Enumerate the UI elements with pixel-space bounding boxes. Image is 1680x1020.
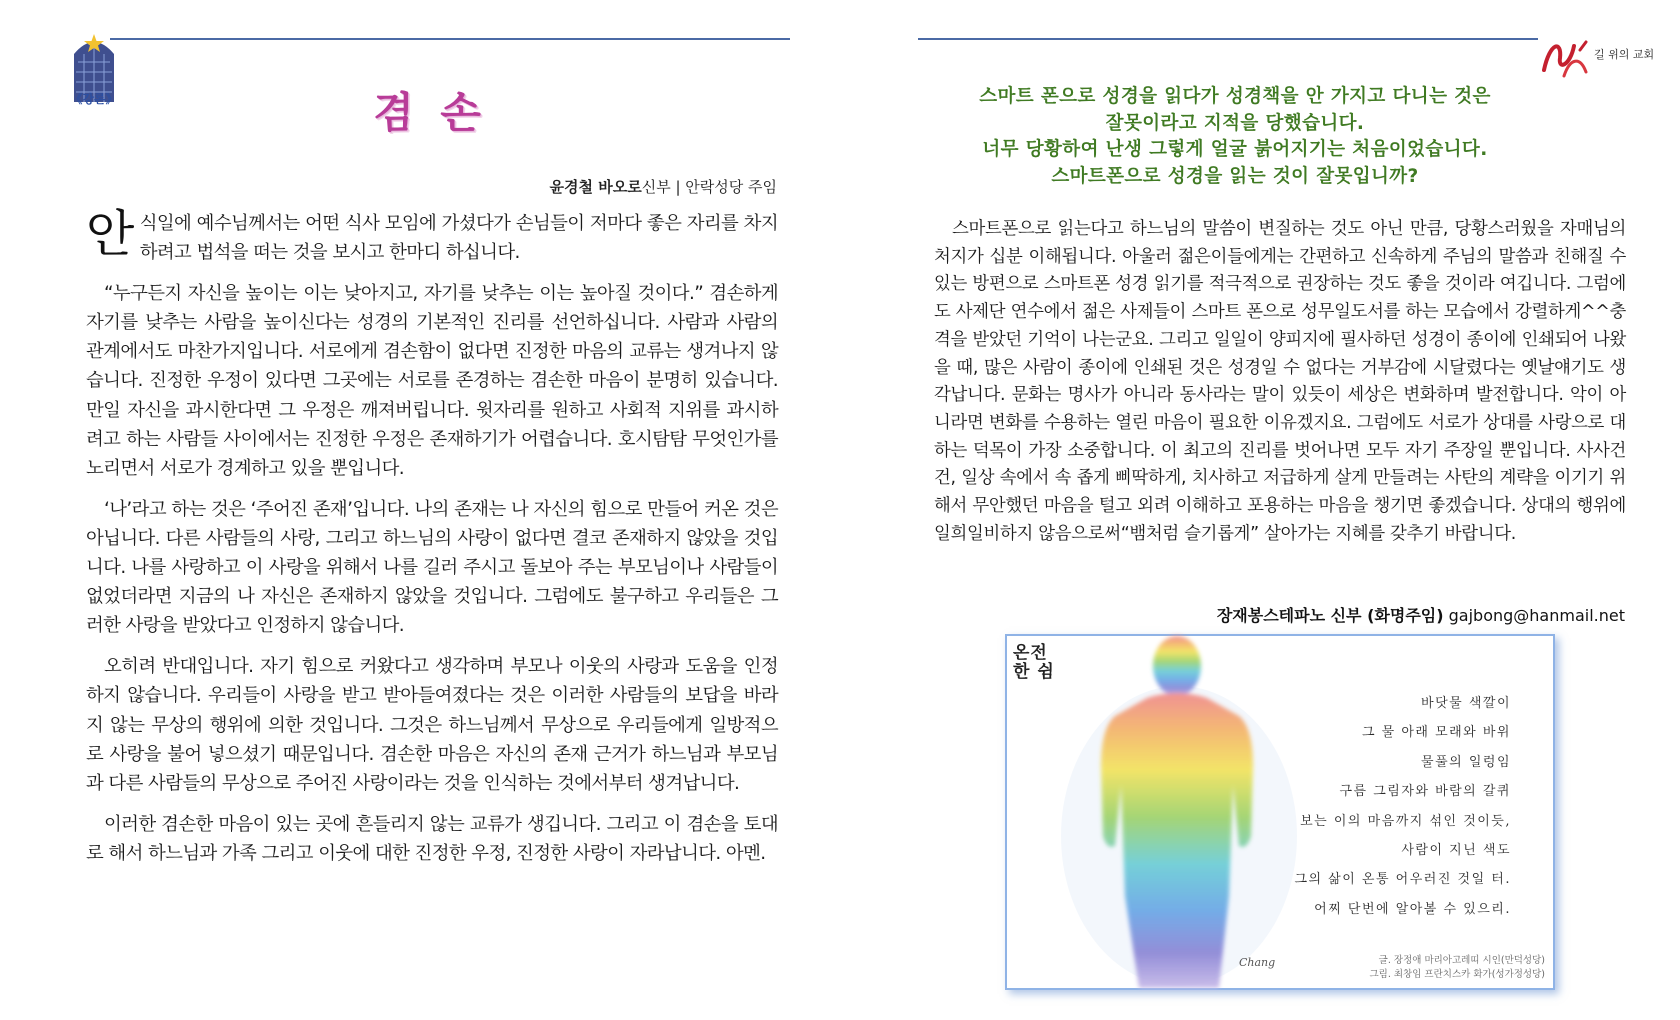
- answer-paragraph: 스마트폰으로 읽는다고 하느님의 말씀이 변질하는 것도 아닌 만큼, 당황스러웠을 자매님의 처지가 십분 이해됩니다. 아울러 젊은이들에게는 간편하고 신속하게 주님의 말씀과 친해질 수 있는 방편으로 스마트폰 성경 읽기를 적극적으로 권장하는 것도 좋을 것이라 여깁니다. 그럼에도 사제단 연수에서 젊은 사제들이 스마트 폰으로 성무일도서를 하는 모습에서 강렬하게^^충격을 받았던 기억이 나는군요. 그리고 일일이 양피지에 필사하던 성경이 종이에 인쇄되어 나왔을 때, 많은 사람이 종이에 인쇄된 것은 성경일 수 없다는 거부감에 시달렸다는 옛날얘기도 생각납니다. 문화는 명사가 아니라 동사라는 말이 있듯이 세상은 변화하며 발전합니다. 악이 아니라면 변화를 수용하는 열린 마음이 필요한 이유겠지요. 그럼에도 서로가 상대를 사랑으로 대하는 덕목이 가장 소중합니다. 이 최고의 진리를 벗어나면 모두 자기 주장일 뿐입니다. 사사건건, 일상 속에서 속 좁게 삐딱하게, 치사하고 저급하게 살게 만들려는 사탄의 계략을 이기기 위해서 무안했던 마음을 털고 외려 이해하고 포용하는 마음을 챙기면 좋겠습니다. 상대의 행위에 일희일비하지 않음으로써“뱀처럼 슬기롭게” 살아가는 지혜를 갖추기 바랍니다.: [934, 219, 1626, 544]
- author-parish: 안락성당 주임: [685, 178, 777, 196]
- paragraph-4: 오히려 반대입니다. 자기 힘으로 커왔다고 생각하며 부모나 이웃의 사랑과 도움을 인정하지 않습니다. 우리들이 사랑을 받고 받아들여졌다는 것은 이러한 사람들의 보답을 바라지 않는 무상의 행위에 의한 것입니다. 그것은 하느님께서 무상으로 우리들에게 일방적으로 사랑을 불어 넣으셨기 때문입니다. 겸손한 마음은 자신의 존재 근거가 하느님과 부모님과 다른 사람들의 무상으로 주어진 사랑이라는 것을 인식하는 것에서부터 생겨납니다.: [86, 656, 778, 794]
- author-name: 윤경철 바오로: [549, 178, 642, 196]
- poem-line: 바닷물 색깔이: [1421, 696, 1511, 711]
- byline-separator: |: [670, 178, 686, 196]
- poem-line: 구름 그림자와 바람의 갈퀴: [1339, 784, 1511, 800]
- article-body: [86, 205, 778, 868]
- poem-line: 물풀의 일렁임: [1421, 754, 1511, 770]
- top-rule-left: [110, 38, 790, 40]
- poem-credits: [1369, 954, 1545, 982]
- logo-text: 길 위의 교회: [1594, 48, 1655, 61]
- top-rule-right: [918, 38, 1538, 40]
- answer-body: [934, 216, 1626, 548]
- credit-text: 글. 장정애 마리아고레띠 시인(만덕성당): [1378, 955, 1545, 966]
- poem-card: [1005, 634, 1555, 990]
- reader-question: [920, 84, 1550, 190]
- article-title: 겸 손: [373, 88, 487, 137]
- card-badge: [1013, 644, 1075, 694]
- emblem-label: 《강론》: [70, 92, 118, 106]
- poem-line: 보는 이의 마음까지 섞인 것이듯,: [1300, 813, 1511, 829]
- road-church-logo-icon: [1540, 36, 1655, 82]
- answer-signature: [1170, 603, 1625, 626]
- paragraph-2: “누구든지 자신을 높이는 이는 낮아지고, 자기를 낮추는 이는 높아질 것이다.” 겸손하게 자기를 낮추는 사람을 높이신다는 성경의 기본적인 진리를 선언하십니다. 사람과 사람의 관계에서도 마찬가지입니다. 서로에게 겸손함이 없다면 진정한 마음의 교류는 생겨나지 않습니다. 진정한 우정이 있다면 그곳에는 서로를 존경하는 겸손한 마음이 분명히 있습니다. 만일 자신을 과시한다면 그 우정은 깨져버립니다. 윗자리를 원하고 사회적 지위를 과시하려고 하는 사람들 사이에서는 진정한 우정은 존재하기가 어렵습니다. 호시탐탐 무엇인가를 노리면서 서로가 경계하고 있을 뿐입니다.: [86, 283, 778, 479]
- signature-email[interactable]: gajbong@hanmail.net: [1448, 606, 1625, 625]
- question-line: 스마트 폰으로 성경을 읽다가 성경책을 안 가지고 다니는 것은: [979, 86, 1491, 107]
- question-line: 너무 당황하여 난생 그렇게 얼굴 붉어지기는 처음이었습니다.: [982, 139, 1488, 160]
- badge-line: 온전: [1013, 643, 1048, 663]
- author-byline: [430, 176, 777, 197]
- drop-cap: 안: [86, 205, 134, 263]
- poem-line: 사람이 지닌 색도: [1401, 843, 1511, 859]
- paragraph-3: ‘나’라고 하는 것은 ‘주어진 존재’입니다. 나의 존재는 나 자신의 힘으로 만들어 커온 것은 아닙니다. 다른 사람들의 사랑, 그리고 하느님의 사랑이 없다면 결코 존재하지 않았을 것입니다. 나를 사랑하고 이 사랑을 위해서 나를 길러 주시고 돌보아 주는 부모님이나 사람들이 없었더라면 지금의 나 자신은 존재하지 않았을 것입니다. 그럼에도 불구하고 우리들은 그러한 사랑을 받았다고 인정하지 않습니다.: [86, 498, 778, 637]
- author-role: 신부: [641, 178, 671, 196]
- credit-art: 그림. 최창임 프란치스카 화가(성가정성당): [1369, 969, 1545, 980]
- paragraph-5: 이러한 겸손한 마음이 있는 곳에 흔들리지 않는 교류가 생깁니다. 그리고 이 겸손을 토대로 해서 하느님과 가족 그리고 이웃에 대한 진정한 우정, 진정한 사랑이 자라납니다. 아멘.: [86, 813, 778, 864]
- question-line: 잘못이라고 지적을 당했습니다.: [1105, 112, 1365, 134]
- poem-line: 그 물 아래 모래와 바위: [1361, 725, 1511, 741]
- artist-signature: Chang: [1239, 956, 1276, 969]
- paragraph-1-text: 식일에 예수님께서는 어떤 식사 모임에 가셨다가 손님들이 저마다 좋은 자리를 차지하려고 법석을 떠는 것을 보시고 한마디 하십니다.: [139, 213, 778, 264]
- poem-line: 어찌 단번에 알아볼 수 있으리.: [1314, 901, 1511, 917]
- poem-line: 그의 삶이 온통 어우러진 것일 터.: [1294, 872, 1511, 888]
- paragraph-1: [86, 205, 778, 267]
- poem-text: [1181, 689, 1511, 924]
- badge-line: 한 쉼: [1013, 662, 1055, 682]
- question-line: 스마트폰으로 성경을 읽는 것이 잘못입니까?: [1051, 165, 1419, 187]
- signature-name: 장재봉스테파노 신부 (화명주임): [1216, 606, 1444, 625]
